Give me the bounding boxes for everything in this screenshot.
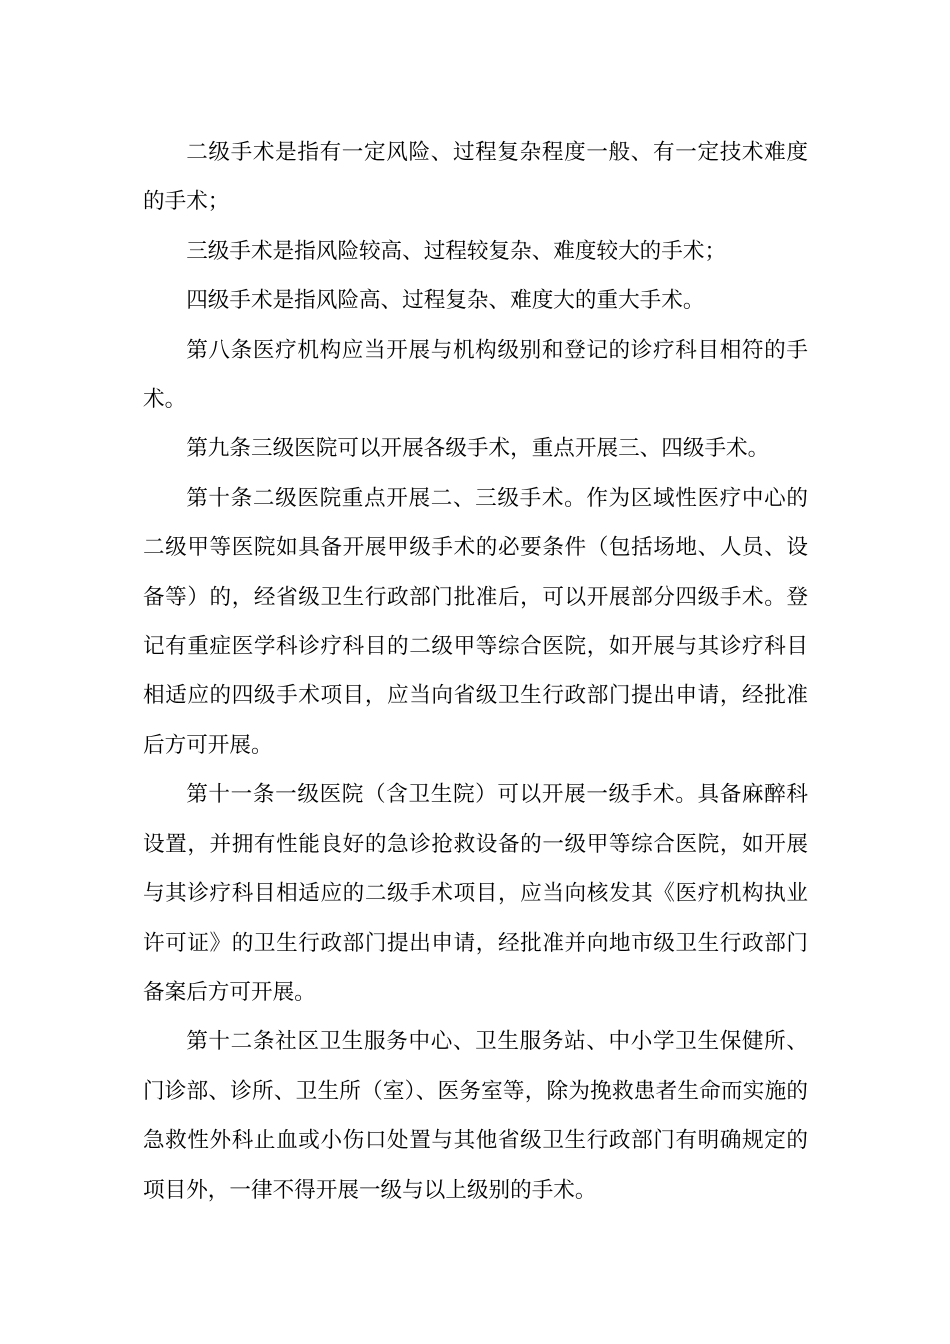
paragraph-article-8: 第八条医疗机构应当开展与机构级别和登记的诊疗科目相符的手术。 (143, 337, 808, 413)
paragraph-level-3-surgery: 三级手术是指风险较高、过程较复杂、难度较大的手术； (186, 238, 727, 264)
document-body (143, 128, 808, 1215)
paragraph-level-2-surgery: 二级手术是指有一定风险、过程复杂程度一般、有一定技术难度的手术； (143, 140, 808, 215)
paragraph-article-12: 第十二条社区卫生服务中心、卫生服务站、中小学卫生保健所、门诊部、诊所、卫生所（室）、医务室等，除为挽救患者生命而实施的急救性外科止血或小伤口处置与其他省级卫生行政部门有明确规定的项目外，一律不得开展一级与以上级别的手术。 (143, 1029, 808, 1203)
paragraph-article-9: 第九条三级医院可以开展各级手术，重点开展三、四级手术。 (186, 436, 770, 462)
paragraph-article-11: 第十一条一级医院（含卫生院）可以开展一级手术。具备麻醉科设置，并拥有性能良好的急诊抢救设备的一级甲等综合医院，如开展与其诊疗科目相适应的二级手术项目，应当向核发其《医疗机构执业许可证》的卫生行政部门提出申请，经批准并向地市级卫生行政部门备案后方可开展。 (143, 782, 808, 1005)
paragraph-article-10: 第十条二级医院重点开展二、三级手术。作为区域性医疗中心的二级甲等医院如具备开展甲级手术的必要条件（包括场地、人员、设备等）的，经省级卫生行政部门批准后，可以开展部分四级手术。登记有重症医学科诊疗科目的二级甲等综合医院，如开展与其诊疗科目相适应的四级手术项目，应当向省级卫生行政部门提出申请，经批准后方可开展。 (143, 485, 808, 758)
paragraph-level-4-surgery: 四级手术是指风险高、过程复杂、难度大的重大手术。 (186, 288, 705, 314)
